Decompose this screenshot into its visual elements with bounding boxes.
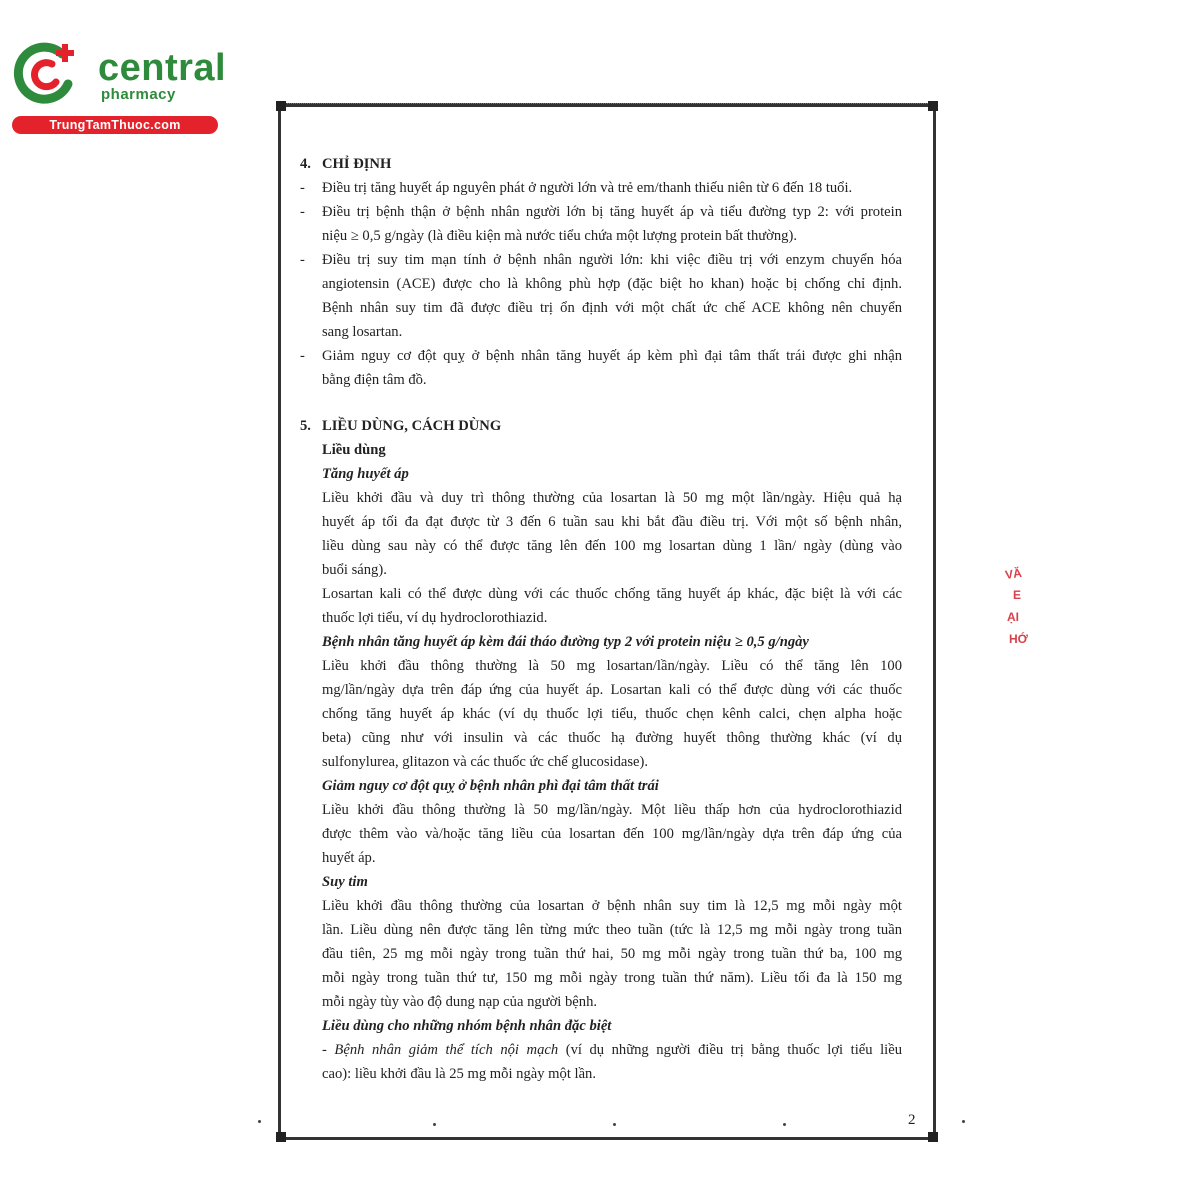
scan-speck [783,1123,786,1126]
frame-corner [928,101,938,111]
stroke-heading: Giảm nguy cơ đột quỵ ở bệnh nhân phì đại tâm thất trái [322,778,659,794]
hypertension-heading: Tăng huyết áp [322,466,409,482]
indication-item: - Giảm nguy cơ đột quỵ ở bệnh nhân tăng huyết áp kèm phì đại tâm thất trái được ghi nhận bằng điện tâm đồ. [300,348,902,388]
heart-failure-heading: Suy tim [322,874,368,890]
frame-corner [276,1132,286,1142]
central-pharmacy-logo-icon [10,38,80,108]
special-groups-paragraph: - Bệnh nhân giảm thể tích nội mạch (ví dụ những người điều trị bằng thuốc lợi tiểu liều cao): liều khởi đầu là 25 mg mỗi ngày một lần. [322,1042,902,1082]
diabetes-heading: Bệnh nhân tăng huyết áp kèm đái tháo đường typ 2 với protein niệu ≥ 0,5 g/ngày [322,634,809,650]
frame-left-border [278,103,281,1140]
page-number: 2 [908,1112,916,1128]
logo-subtitle: pharmacy [101,86,176,103]
logo-wordmark: central [98,47,227,89]
diabetes-paragraph: Liều khởi đầu thông thường là 50 mg losartan/lần/ngày. Liều có thể tăng lên 100 mg/lần/ngày dựa trên đáp ứng của huyết áp. Losartan kali có thể được dùng với các thuốc chống tăng huyết áp khác (ví dụ thuốc lợi tiểu, thuốc chẹn kênh calci, chẹn alpha hoặc beta) cũng như với insulin và các thuốc hạ đường huyết thông thường khác (ví dụ sulfonylurea, glitazon và các thuốc ức chế glucosidase). [322,658,902,770]
frame-corner [928,1132,938,1142]
indication-item: - Điều trị bệnh thận ở bệnh nhân người lớn bị tăng huyết áp và tiểu đường typ 2: với protein niệu ≥ 0,5 g/ngày (là điều kiện mà nước tiểu chứa một lượng protein bất thường). [300,204,902,244]
stamp-fragment: VĂ E ẠI HỚ [1004,565,1028,646]
frame-top-border [278,103,936,107]
document-body [300,152,902,1086]
special-groups-heading: Liều dùng cho những nhóm bệnh nhân đặc biệt [322,1018,612,1034]
dosage-subtitle: Liều dùng [322,442,386,458]
section-4-heading: 4. CHỈ ĐỊNH [300,156,392,172]
indication-item: - Điều trị tăng huyết áp nguyên phát ở người lớn và trẻ em/thanh thiếu niên từ 6 đến 18 tuổi. [300,180,853,196]
section-5-heading: 5. LIỀU DÙNG, CÁCH DÙNG [300,418,502,434]
frame-right-border [933,103,936,1140]
frame-bottom-border [278,1137,936,1140]
pharmacy-logo [10,36,227,136]
stroke-paragraph: Liều khởi đầu thông thường là 50 mg/lần/ngày. Một liều thấp hơn của hydroclorothiazid được thêm vào và/hoặc tăng liều của losartan đến 100 mg/lần/ngày dựa trên đáp ứng của huyết áp. [322,802,902,866]
heart-failure-paragraph: Liều khởi đầu thông thường của losartan ở bệnh nhân suy tim là 12,5 mg mỗi ngày một lần. Liều dùng nên được tăng lên từng mức theo tuần (tức là 12,5 mg mỗi ngày trong tuần đầu tiên, 25 mg mỗi ngày trong tuần thứ hai, 50 mg mỗi ngày trong tuần thứ ba, 100 mg mỗi ngày trong tuần thứ tư, 150 mg mỗi ngày trong tuần thứ năm). Liều tối đa là 150 mg mỗi ngày tùy vào độ dung nạp của người bệnh. [322,898,902,1010]
scan-speck [613,1123,616,1126]
indication-item: - Điều trị suy tim mạn tính ở bệnh nhân người lớn: khi việc điều trị với enzym chuyển hóa angiotensin (ACE) được cho là không phù hợp (đặc biệt ho khan) hoặc bị chống chỉ định. Bệnh nhân suy tim đã được điều trị ổn định với một chất ức chế ACE không nên chuyển sang losartan. [300,252,902,340]
scan-speck [962,1120,965,1123]
hypertension-paragraph-2: Losartan kali có thể được dùng với các thuốc chống tăng huyết áp khác, đặc biệt là với các thuốc lợi tiểu, ví dụ hydroclorothiazid. [322,586,902,626]
logo-url-badge: TrungTamThuoc.com [12,116,218,134]
scan-speck [433,1123,436,1126]
frame-corner [276,101,286,111]
hypertension-paragraph-1: Liều khởi đầu và duy trì thông thường của losartan là 50 mg một lần/ngày. Hiệu quả hạ huyết áp tối đa đạt được từ 3 đến 6 tuần sau khi bắt đầu điều trị. Với một số bệnh nhân, liều dùng sau này có thể được tăng lên đến 100 mg losartan dùng 1 lần/ ngày (dùng vào buổi sáng). [322,490,902,578]
scan-speck [258,1120,261,1123]
